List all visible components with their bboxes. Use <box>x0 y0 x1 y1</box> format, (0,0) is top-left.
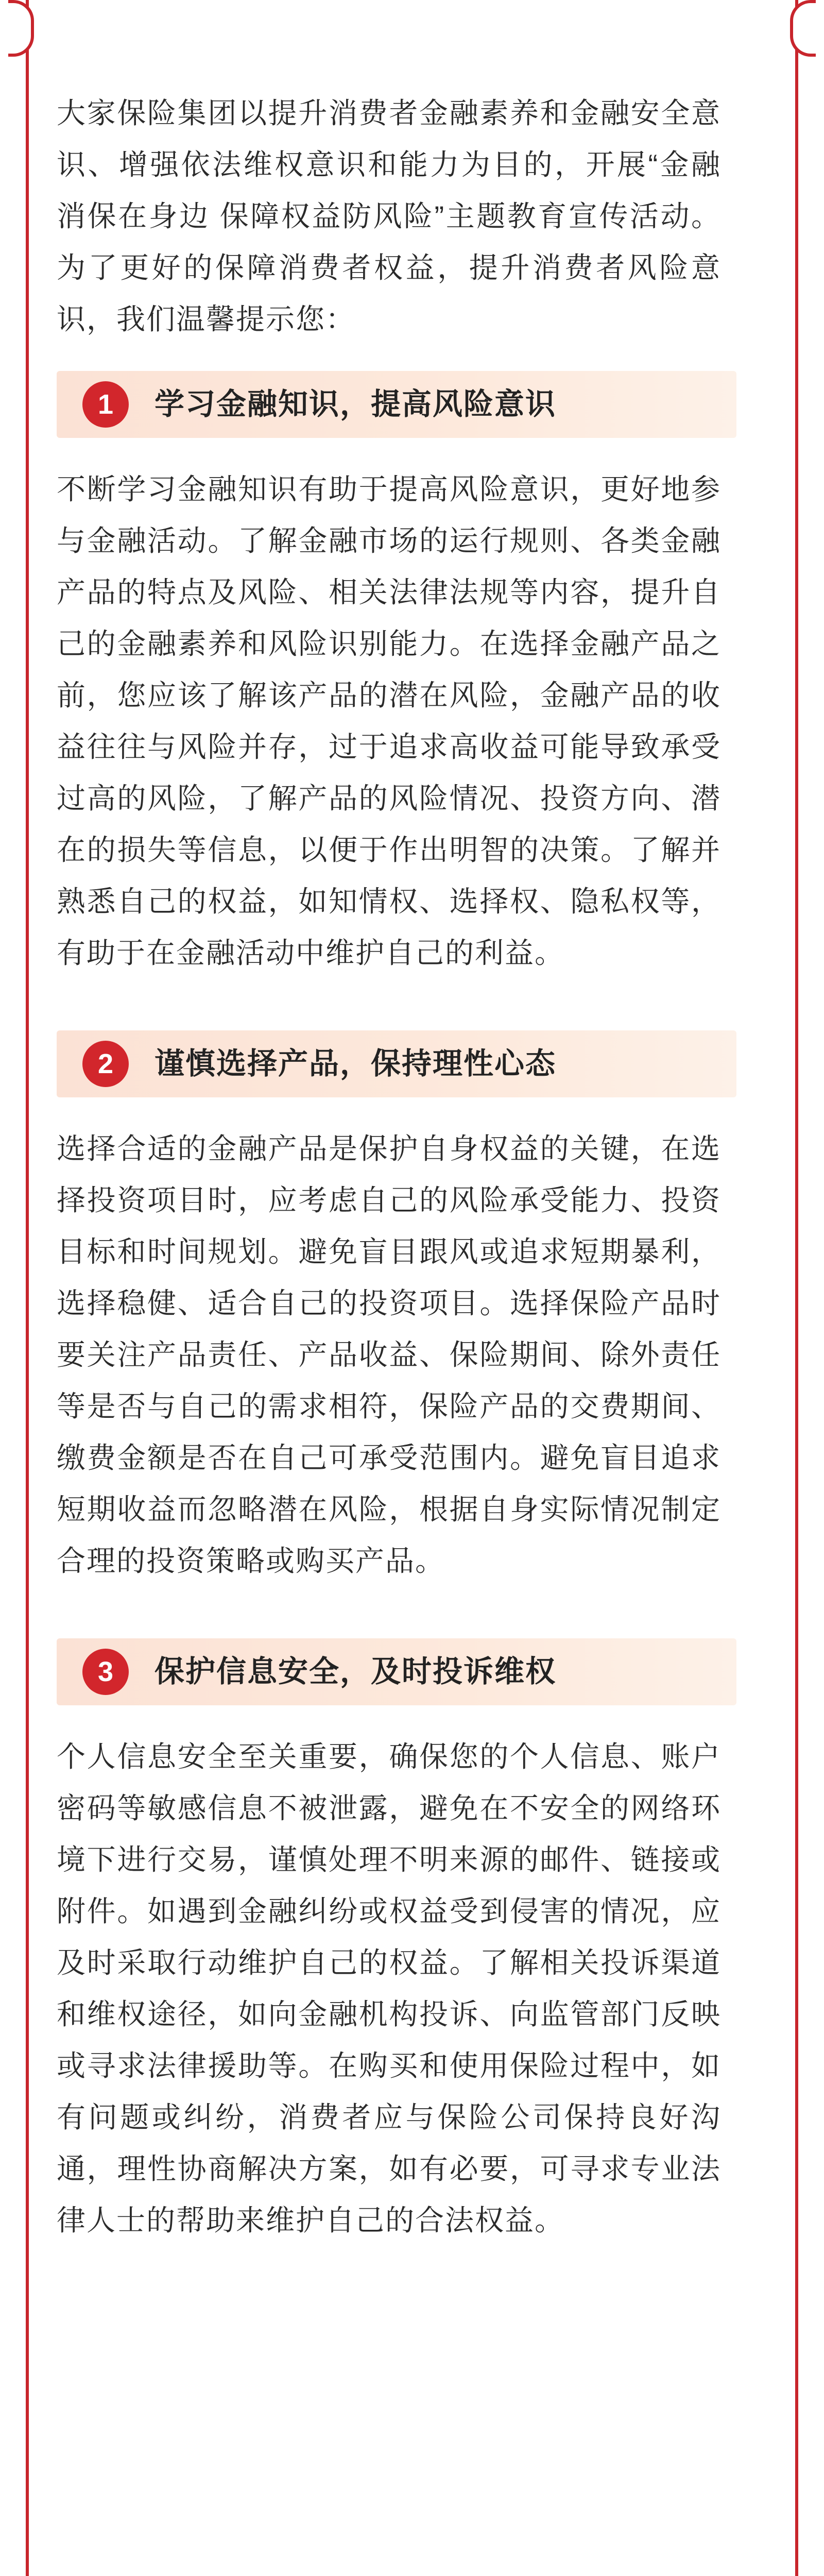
section-3-body: 个人信息安全至关重要，确保您的个人信息、账户密码等敏感信息不被泄露，避免在不安全的网络环境下进行交易，谨慎处理不明来源的邮件、链接或附件。如遇到金融纠纷或权益受到侵害的情况，应及时采取行动维护自己的权益。了解相关投诉渠道和维权途径，如向金融机构投诉、向监管部门反映或寻求法律援助等。在购买和使用保险过程中，如有问题或纠纷，消费者应与保险公司保持良好沟通，理性协商解决方案，如有必要，可寻求专业法律人士的帮助来维护自己的合法权益。 <box>57 1740 721 2236</box>
section-1-header <box>41 345 736 464</box>
scroll-curl-right <box>790 0 816 57</box>
section-title: 学习金融知识，提高风险意识 <box>154 387 557 421</box>
section-3-header <box>41 1613 736 1731</box>
section-number-badge: 1 <box>82 381 129 428</box>
article-content <box>57 88 721 2246</box>
section-title: 保护信息安全，及时投诉维权 <box>154 1655 557 1688</box>
section-2-header <box>41 1005 736 1123</box>
section-number-badge: 3 <box>82 1649 129 1695</box>
section-2-body: 选择合适的金融产品是保护自身权益的关键，在选择投资项目时，应考虑自己的风险承受能力、投资目标和时间规划。避免盲目跟风或追求短期暴利，选择稳健、适合自己的投资项目。选择保险产品时要关注产品责任、产品收益、保险期间、除外责任等是否与自己的需求相符，保险产品的交费期间、缴费金额是否在自己可承受范围内。避免盲目追求短期收益而忽略潜在风险，根据自身实际情况制定合理的投资策略或购买产品。 <box>57 1132 721 1577</box>
section-number-badge: 2 <box>82 1041 129 1087</box>
section-1-body: 不断学习金融知识有助于提高风险意识，更好地参与金融活动。了解金融市场的运行规则、各类金融产品的特点及风险、相关法律法规等内容，提升自己的金融素养和风险识别能力。在选择金融产品之前，您应该了解该产品的潜在风险，金融产品的收益往往与风险并存，过于追求高收益可能导致承受过高的风险，了解产品的风险情况、投资方向、潜在的损失等信息，以便于作出明智的决策。了解并熟悉自己的权益，如知情权、选择权、隐私权等，有助于在金融活动中维护自己的利益。 <box>57 473 721 969</box>
intro-paragraph: 大家保险集团以提升消费者金融素养和金融安全意识、增强依法维权意识和能力为目的，开展“金融消保在身边 保障权益防风险”主题教育宣传活动。为了更好的保障消费者权益，提升消费者风险意识，我们温馨提示您： <box>57 97 721 335</box>
section-title: 谨慎选择产品，保持理性心态 <box>154 1047 557 1080</box>
